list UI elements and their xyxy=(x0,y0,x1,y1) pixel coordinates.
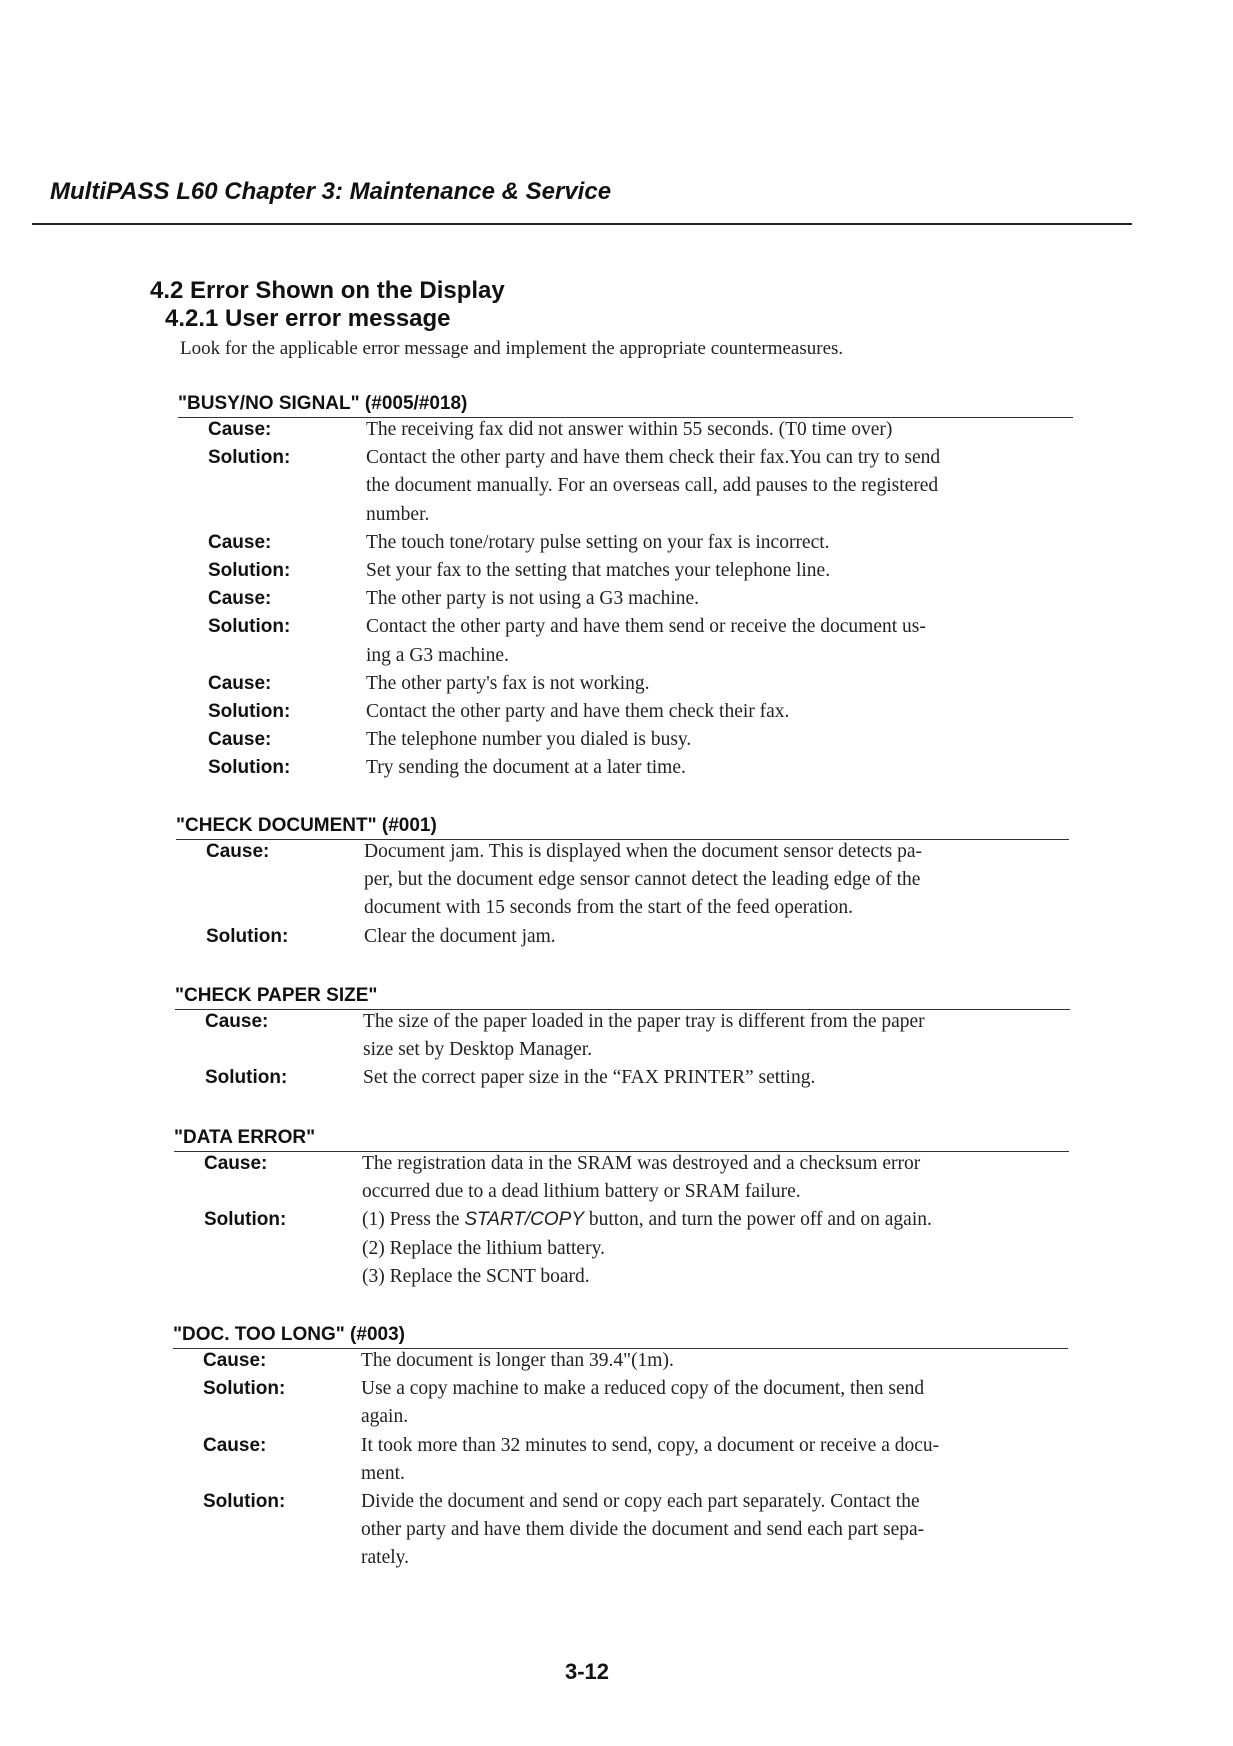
cause-solution-row xyxy=(178,416,1073,444)
cause-solution-row xyxy=(178,754,1073,782)
row-description xyxy=(364,923,1069,951)
text-line: ment. xyxy=(361,1462,405,1484)
cause-solution-row xyxy=(173,1347,1068,1375)
text-line: Use a copy machine to make a reduced copy of the document, then send xyxy=(361,1378,925,1400)
cause-solution-row xyxy=(178,529,1073,557)
text-line: (3) Replace the SCNT board. xyxy=(362,1265,590,1287)
solution-label: Solution: xyxy=(205,1067,288,1089)
cause-solution-row xyxy=(178,557,1073,585)
row-description xyxy=(366,557,1071,585)
error-block xyxy=(175,984,1070,1093)
row-description xyxy=(361,1488,1066,1573)
row-description xyxy=(366,670,1071,698)
text-line: Contact the other party and have them check their fax.You can try to send xyxy=(366,447,941,469)
step-text-suffix: button, and turn the power off and on again. xyxy=(584,1209,932,1231)
row-description xyxy=(364,838,1069,923)
cause-solution-row xyxy=(178,613,1073,669)
cause-solution-row xyxy=(178,726,1073,754)
text-line: Set the correct paper size in the “FAX PRINTER” setting. xyxy=(363,1067,816,1089)
solution-label: Solution: xyxy=(206,925,289,947)
cause-solution-row xyxy=(176,838,1069,923)
text-line: The document is longer than 39.4"(1m). xyxy=(361,1350,674,1371)
error-block xyxy=(176,814,1069,951)
error-heading xyxy=(178,392,1073,416)
header-divider xyxy=(32,223,1132,225)
section-title: 4.2 Error Shown on the Display xyxy=(150,277,505,304)
row-description xyxy=(361,1347,1066,1375)
text-line: occurred due to a dead lithium battery or SRAM failure. xyxy=(362,1181,801,1203)
page-header: MultiPASS L60 Chapter 3: Maintenance & Service xyxy=(50,178,612,205)
solution-label: Solution: xyxy=(203,1378,286,1400)
row-description xyxy=(363,1064,1068,1092)
cause-solution-row xyxy=(174,1150,1069,1206)
text-line: The other party's fax is not working. xyxy=(366,672,650,694)
text-line: Document jam. This is displayed when the document sensor detects pa- xyxy=(364,841,922,862)
cause-label: Cause: xyxy=(205,1011,269,1032)
text-line: per, but the document edge sensor cannot detect the leading edge of the xyxy=(364,869,921,891)
text-line: Divide the document and send or copy each part separately. Contact the xyxy=(361,1491,920,1513)
text-line: document with 15 seconds from the start of the feed operation. xyxy=(364,897,853,919)
text-line: The touch tone/rotary pulse setting on your fax is incorrect. xyxy=(366,531,830,553)
cause-label: Cause: xyxy=(208,419,272,440)
error-heading xyxy=(175,984,1070,1008)
cause-solution-row xyxy=(175,1008,1070,1064)
cause-solution-row xyxy=(176,923,1069,951)
error-heading-text: "BUSY/NO SIGNAL" (#005/#018) xyxy=(178,393,468,414)
error-heading-text: "DOC. TOO LONG" (#003) xyxy=(173,1324,405,1345)
cause-label: Cause: xyxy=(208,531,272,553)
text-line: The registration data in the SRAM was destroyed and a checksum error xyxy=(362,1153,921,1174)
text-line: Contact the other party and have them check their fax. xyxy=(366,701,790,723)
text-line: rately. xyxy=(361,1547,409,1569)
solution-label: Solution: xyxy=(204,1209,287,1231)
row-description xyxy=(366,444,1071,529)
row-description xyxy=(366,529,1071,557)
row-description xyxy=(361,1375,1066,1431)
text-line: The other party is not using a G3 machine. xyxy=(366,588,700,610)
error-heading-text: "CHECK PAPER SIZE" xyxy=(175,985,378,1006)
text-line: Try sending the document at a later time. xyxy=(366,757,686,779)
subsection-title: 4.2.1 User error message xyxy=(165,305,451,332)
text-line xyxy=(362,1206,1067,1234)
row-description xyxy=(362,1206,1067,1291)
cause-label: Cause: xyxy=(204,1153,268,1174)
step-text: (1) Press the xyxy=(362,1209,465,1231)
row-description xyxy=(362,1150,1067,1206)
error-heading xyxy=(173,1323,1068,1347)
error-block xyxy=(174,1126,1069,1291)
row-description xyxy=(366,585,1071,613)
cause-solution-row xyxy=(178,444,1073,529)
cause-solution-row xyxy=(178,698,1073,726)
row-description xyxy=(366,726,1071,754)
text-line: other party and have them divide the document and send each part sepa- xyxy=(361,1519,925,1541)
text-line: The telephone number you dialed is busy. xyxy=(366,729,692,751)
text-line: again. xyxy=(361,1406,409,1428)
text-line: number. xyxy=(366,503,430,525)
row-description xyxy=(366,754,1071,782)
cause-label: Cause: xyxy=(203,1350,267,1371)
row-description xyxy=(363,1008,1068,1064)
solution-label: Solution: xyxy=(208,560,291,582)
solution-label: Solution: xyxy=(208,701,291,723)
cause-label: Cause: xyxy=(208,672,272,694)
cause-label: Cause: xyxy=(206,841,270,862)
cause-solution-row xyxy=(175,1064,1070,1092)
cause-solution-row xyxy=(173,1432,1068,1488)
cause-solution-row xyxy=(173,1488,1068,1573)
error-heading xyxy=(176,814,1069,838)
error-heading-text: "DATA ERROR" xyxy=(174,1127,316,1148)
row-description xyxy=(366,698,1071,726)
text-line: Contact the other party and have them send or receive the document us- xyxy=(366,616,926,638)
error-heading-text: "CHECK DOCUMENT" (#001) xyxy=(176,815,437,836)
page-number: 3-12 xyxy=(565,1659,610,1684)
cause-label: Cause: xyxy=(208,588,272,610)
cause-solution-row xyxy=(178,585,1073,613)
button-name: START/COPY xyxy=(464,1209,585,1231)
text-line: Set your fax to the setting that matches your telephone line. xyxy=(366,560,831,582)
error-block xyxy=(173,1323,1068,1573)
solution-label: Solution: xyxy=(208,616,291,638)
text-line: Clear the document jam. xyxy=(364,925,556,947)
text-line: size set by Desktop Manager. xyxy=(363,1039,593,1061)
cause-solution-row xyxy=(178,670,1073,698)
intro-text: Look for the applicable error message and implement the appropriate countermeasures. xyxy=(180,338,844,359)
cause-solution-row xyxy=(174,1206,1069,1291)
text-line: ing a G3 machine. xyxy=(366,644,509,666)
row-description xyxy=(366,416,1071,444)
row-description xyxy=(366,613,1071,669)
text-line: The receiving fax did not answer within 55 seconds. (T0 time over) xyxy=(366,419,893,440)
cause-label: Cause: xyxy=(203,1434,267,1456)
text-line: It took more than 32 minutes to send, copy, a document or receive a docu- xyxy=(361,1434,940,1456)
text-line: The size of the paper loaded in the paper tray is different from the paper xyxy=(363,1011,925,1032)
cause-label: Cause: xyxy=(208,729,272,751)
solution-label: Solution: xyxy=(208,757,291,779)
error-heading xyxy=(174,1126,1069,1150)
text-line: (2) Replace the lithium battery. xyxy=(362,1237,605,1259)
row-description xyxy=(361,1432,1066,1488)
text-line: the document manually. For an overseas call, add pauses to the registered xyxy=(366,475,939,497)
cause-solution-row xyxy=(173,1375,1068,1431)
solution-label: Solution: xyxy=(208,447,291,469)
solution-label: Solution: xyxy=(203,1491,286,1513)
error-block xyxy=(178,392,1073,783)
